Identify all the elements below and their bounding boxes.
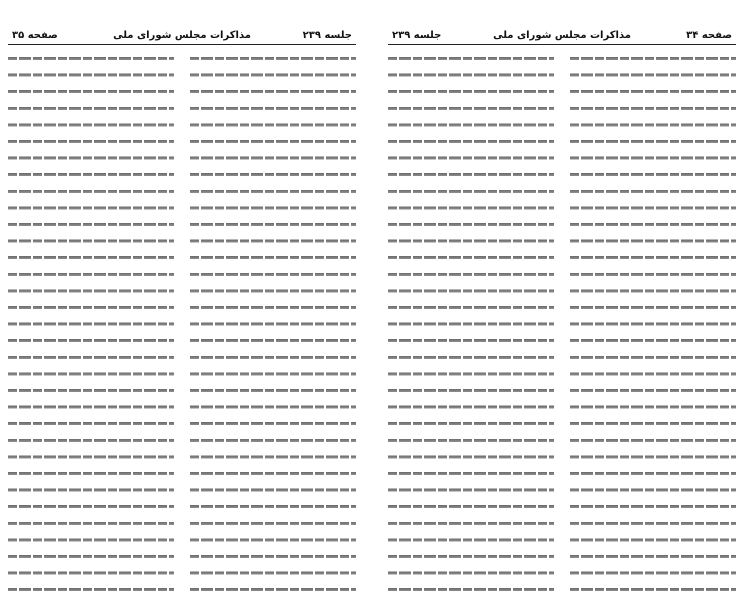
right-page-header (388, 30, 736, 45)
text-column-right (570, 52, 736, 592)
left-page (8, 0, 356, 600)
text-column-left (388, 52, 554, 592)
right-page (388, 0, 736, 600)
session-label: جلسه ۲۳۹ (302, 30, 352, 41)
page-number: صفحه ۳۵ (12, 30, 58, 41)
text-column-left (8, 52, 174, 592)
text-column-right (190, 52, 356, 592)
page-number: صفحه ۳۴ (686, 30, 732, 41)
left-page-header (8, 30, 356, 45)
header-title: مذاکرات مجلس شورای ملی (113, 30, 251, 41)
header-title: مذاکرات مجلس شورای ملی (493, 30, 631, 41)
session-label: جلسه ۲۳۹ (392, 30, 442, 41)
